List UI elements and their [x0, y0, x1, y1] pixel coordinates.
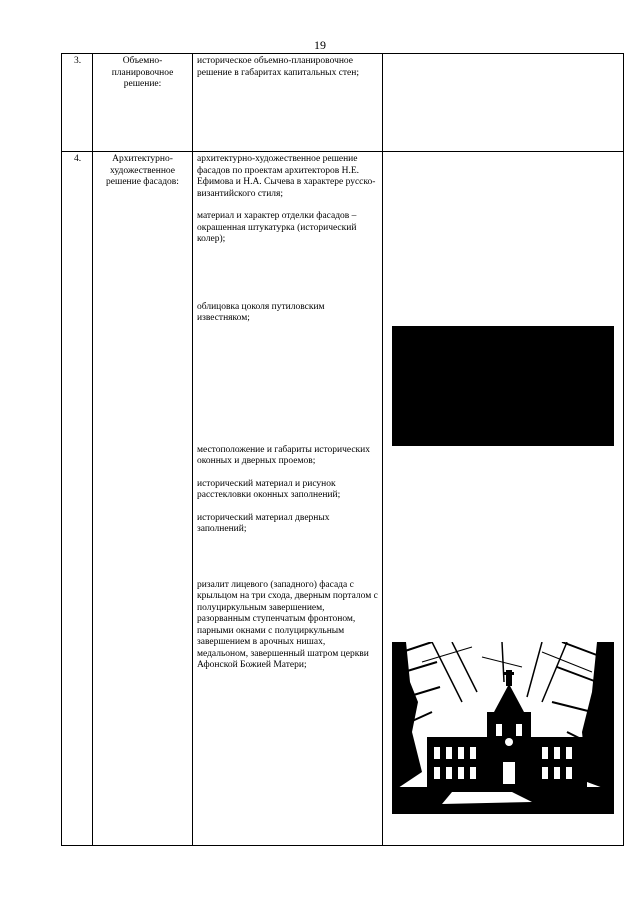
table-row-4	[62, 152, 624, 846]
row-number: 3.	[74, 56, 82, 66]
row-description-cell	[193, 54, 383, 152]
row-name-cell	[93, 54, 193, 152]
description-item: ризалит лицевого (западного) фасада с крыльцом на три схода, дверным порталом с полуциркульным завершением, разорванным ступенчатым фронтоном, парными окнами с полуциркульным завершением в арочных нишах, медальоном, завершенный шатром церкви Афонской Божией Матери;	[197, 579, 378, 670]
page-number: 19	[314, 38, 326, 52]
description-item: исторический материал и рисунок расстекловки оконных заполнений;	[197, 478, 341, 500]
description-item: исторический материал дверных заполнений;	[197, 512, 330, 534]
row-name: Объемно-планировочное решение:	[111, 56, 174, 89]
description-item: облицовка цоколя путиловским известняком;	[197, 301, 325, 323]
row-name: Архитектурно-художественное решение фасадов:	[106, 154, 179, 187]
row-photo-cell	[383, 152, 624, 846]
protected-features-table	[61, 53, 624, 846]
table-row-3	[62, 54, 624, 152]
row-number-cell	[62, 152, 93, 846]
row-number: 4.	[74, 154, 82, 164]
description-item: местоположение и габариты исторических оконных и дверных проемов;	[197, 444, 371, 466]
row-number-cell	[62, 54, 93, 152]
description-item: материал и характер отделки фасадов – окрашенная штукатурка (исторический колер);	[197, 211, 357, 244]
church-facade-photo	[392, 642, 614, 814]
row-description-cell	[193, 152, 383, 846]
row-name-cell	[93, 152, 193, 846]
photo-container	[387, 154, 619, 843]
row-photo-cell	[383, 54, 624, 152]
description-item: историческое объемно-планировочное решение в габаритах капитальных стен;	[197, 56, 359, 78]
redacted-photo	[392, 326, 614, 446]
description-item: архитектурно-художественное решение фасадов по проектам архитекторов Н.Е. Ефимова и Н.А. Сычева в характере русско-византийского стиля;	[197, 154, 376, 199]
